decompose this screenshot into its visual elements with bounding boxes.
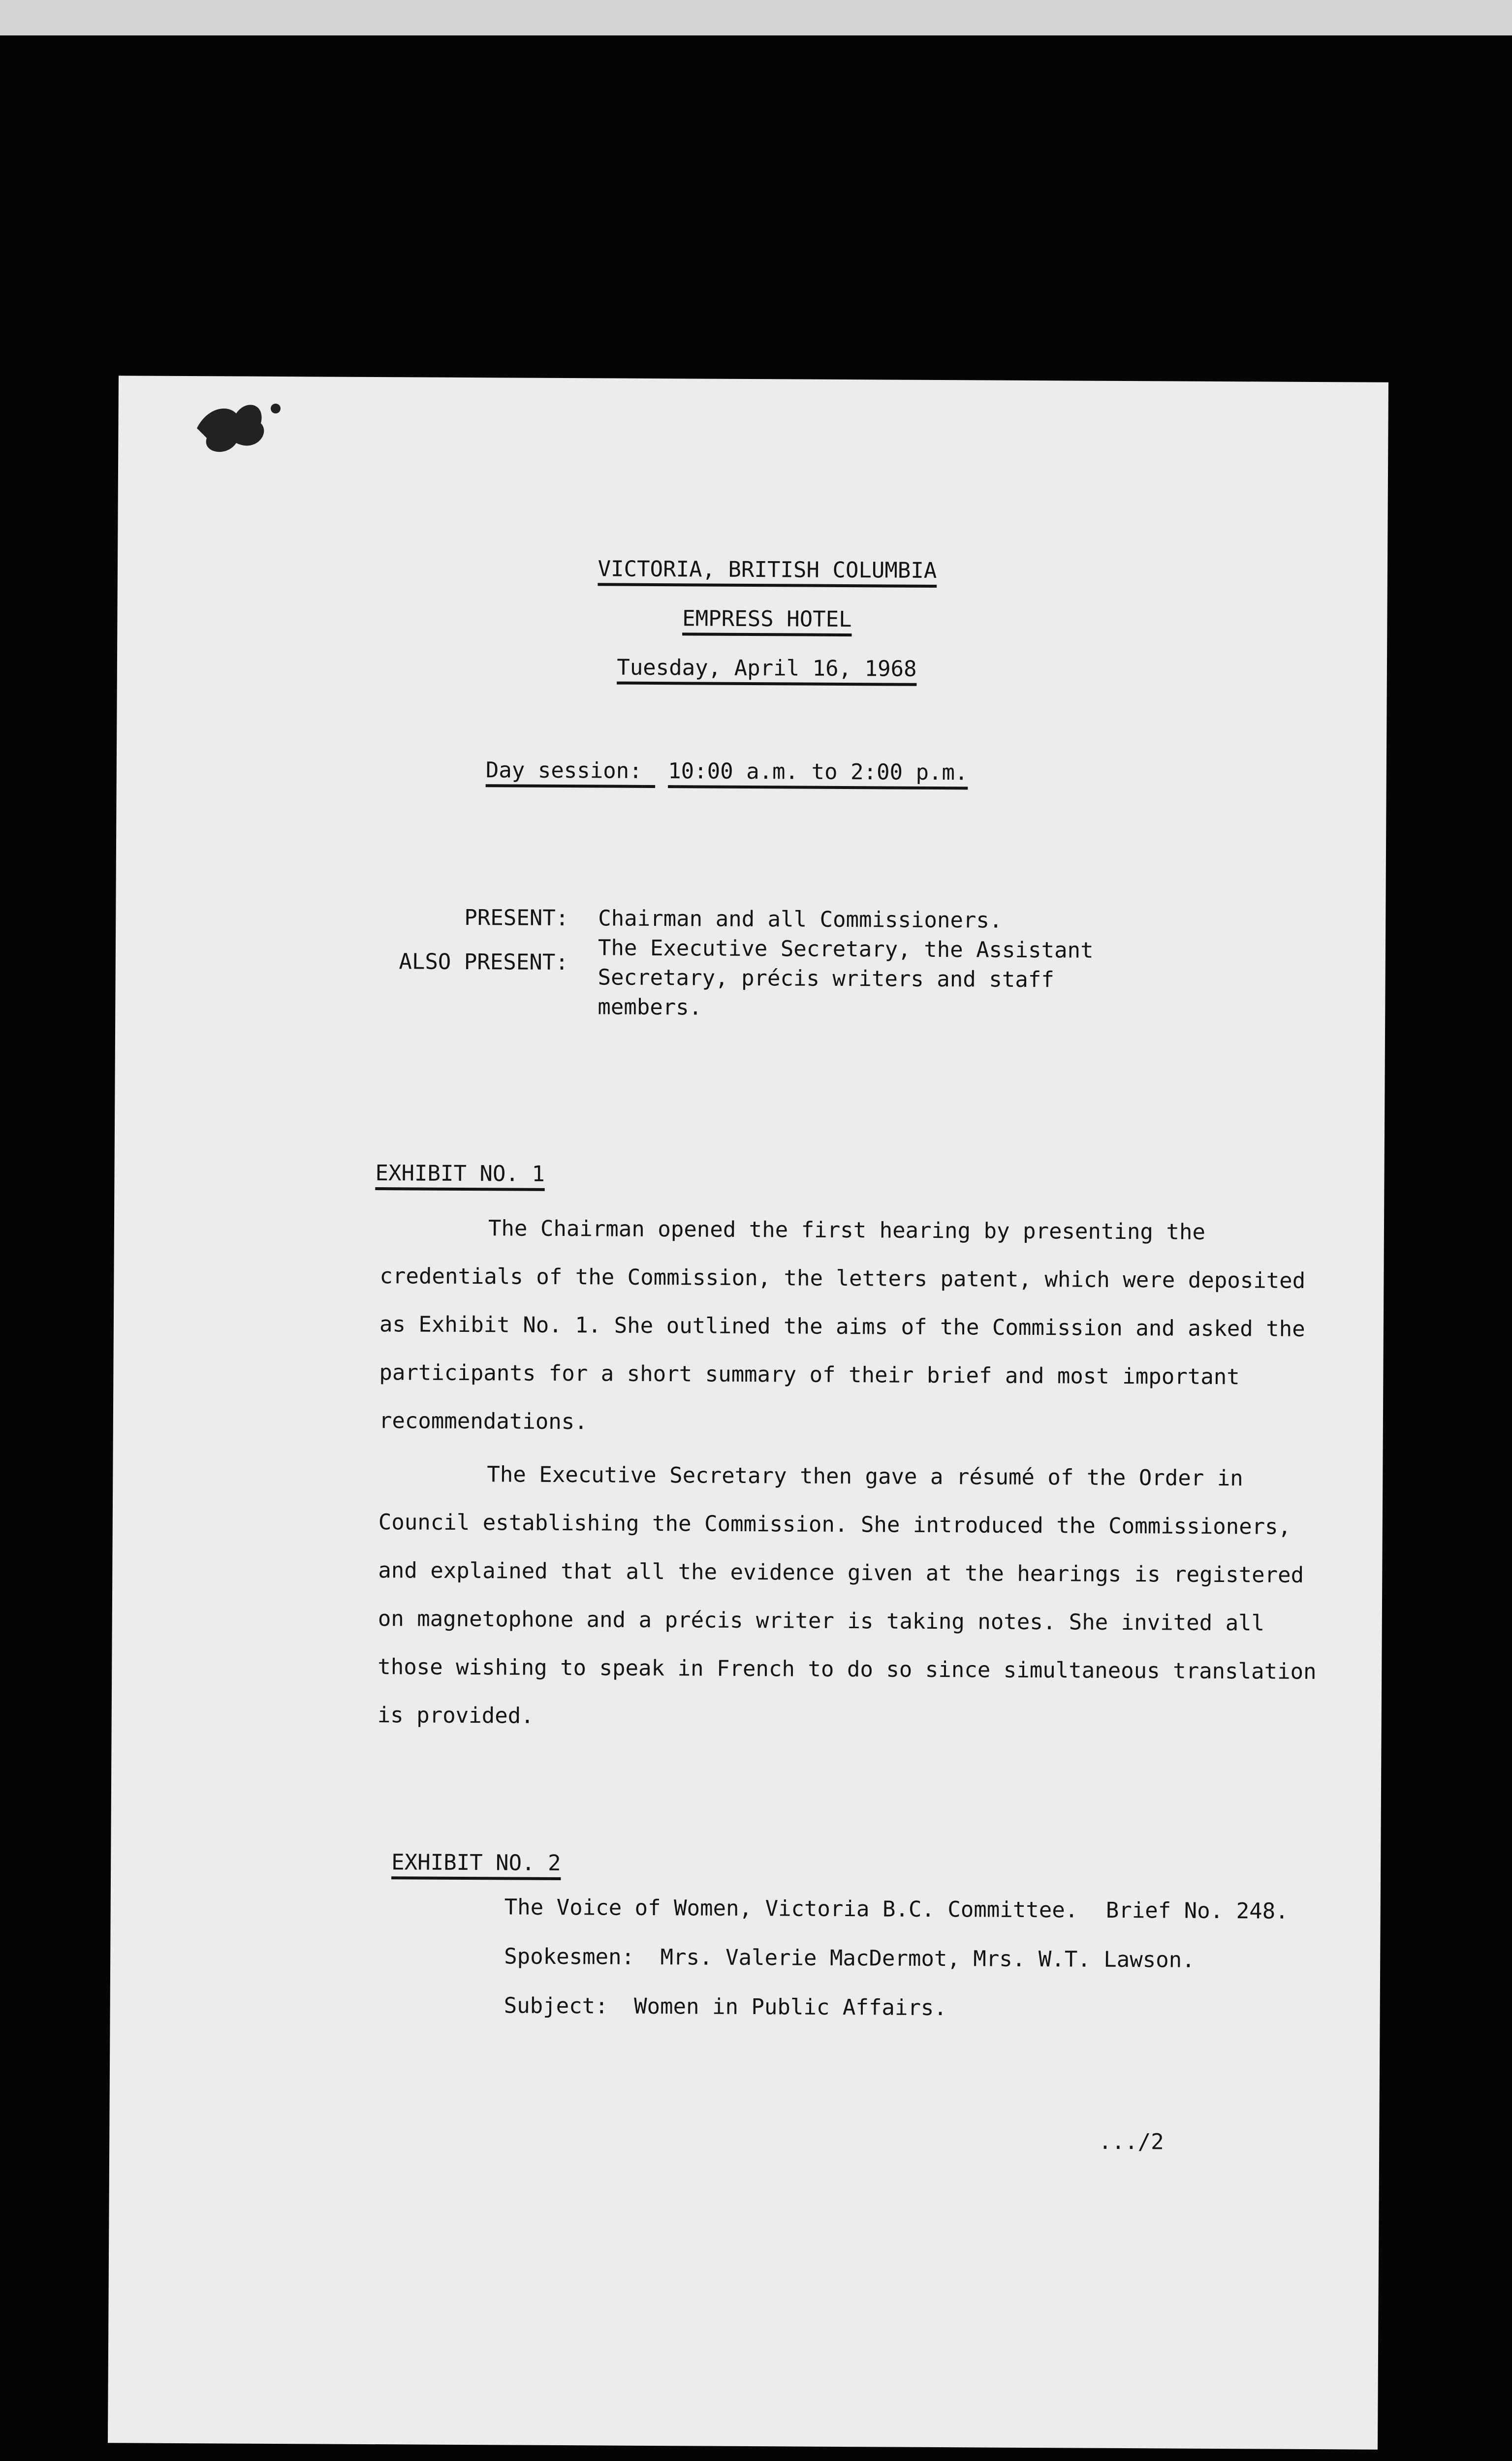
venue-heading: EMPRESS HOTEL [682,606,852,632]
session-time: 10:00 a.m. to 2:00 p.m. [668,758,968,786]
also-present-line-1: The Executive Secretary, the Assistant [598,935,1094,963]
also-present-line-3: members. [598,994,702,1020]
location-heading: VICTORIA, BRITISH COLUMBIA [598,556,937,583]
film-top-edge [0,0,1512,35]
session-line [486,757,968,787]
document-page [108,376,1388,2449]
subject-line [504,1992,947,2022]
page-continuation: .../2 [1099,2129,1164,2155]
spokesmen-label: Spokesmen: [504,1944,635,1970]
ink-smudge [187,389,295,463]
brief-number: Brief No. 248. [1105,1897,1289,1924]
exhibit-2-heading: EXHIBIT NO. 2 [391,1850,561,1876]
exhibit-2-organization-line [504,1893,1289,1925]
subject-label: Subject: [504,1993,608,2019]
organization-name: The Voice of Women, Victoria B.C. Committee. [504,1894,1078,1923]
also-present-line-2: Secretary, précis writers and staff [598,965,1054,993]
exhibit-1-paragraph-1: The Chairman opened the first hearing by presenting the credentials of the Commission, the letters patent, which were deposited as Exhibit No. 1. She outlined the aims of the Commission and asked the participants for a short summary of their brief and most important recommendations. [378,1216,1306,1435]
subject-value: Women in Public Affairs. [633,1993,947,2021]
spokesmen-value: Mrs. Valerie MacDermot, Mrs. W.T. Lawson. [660,1945,1195,1973]
exhibit-1-heading: EXHIBIT NO. 1 [375,1161,545,1187]
date-heading: Tuesday, April 16, 1968 [617,655,917,682]
exhibit-1-paragraph-2: The Executive Secretary then gave a résumé of the Order in Council establishing the Commission. She introduced the Commissioners, and explained that all the evidence given at the hearings is registered on magnetophone and a précis writer is taking notes. She invited all those wishing to speak in French to do so since simultaneous translation is provided. [377,1462,1317,1729]
spokesmen-line [504,1943,1195,1974]
also-present-label: ALSO PRESENT: [399,949,568,976]
session-label: Day session: [485,757,642,784]
present-label: PRESENT: [464,905,569,931]
present-value: Chairman and all Commissioners. [598,906,1003,933]
